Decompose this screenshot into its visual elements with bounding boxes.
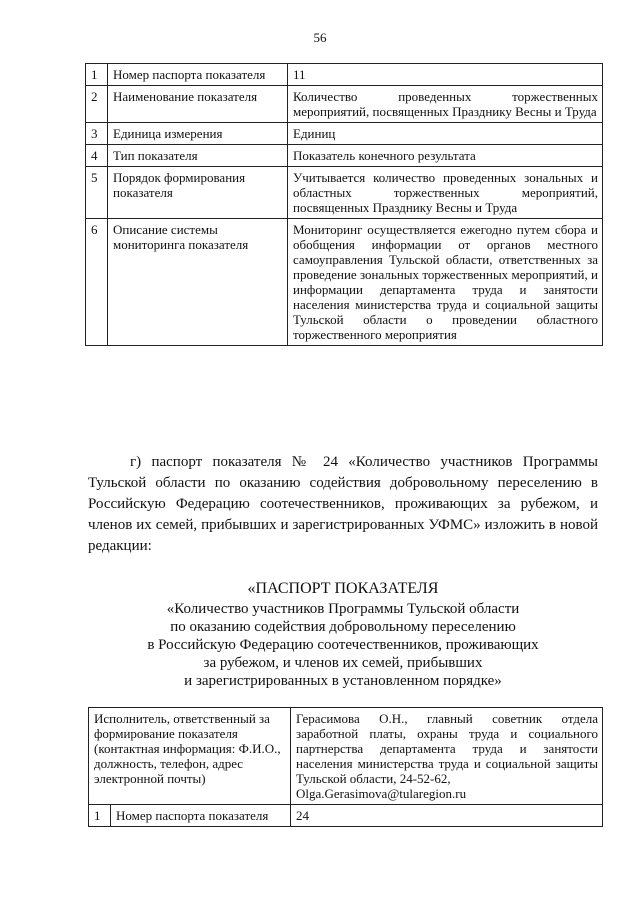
amendment-text: г) паспорт показателя № 24 «Количество участников Программы Тульской области по оказанию содействия добровольному переселению в Российскую Федерацию соотечественников, проживающих за рубежом, и членов их семей, прибывших и зарегистрированных УФМС» изложить в новой редакции: <box>88 454 598 554</box>
passport-subtitle-line: «Количество участников Программы Тульской области <box>166 601 520 617</box>
table-row <box>86 64 603 86</box>
executor-label-line: формирование показателя <box>94 726 238 741</box>
table-row <box>89 708 603 805</box>
indicator-passport-table-11 <box>85 63 603 346</box>
indicator-passport-table-24 <box>88 707 603 827</box>
row-value: 11 <box>288 64 603 86</box>
executor-email: Olga.Gerasimova@tularegion.ru <box>296 786 467 801</box>
passport-subtitle-line: в Российскую Федерацию соотечественников, проживающих <box>147 637 539 653</box>
row-label: Тип показателя <box>108 145 288 167</box>
table-row <box>86 167 603 219</box>
executor-contact-text: Герасимова О.Н., главный советник отдела заработной платы, охраны труда и социального партнерства департамента труда и занятости населения министерства труда и социальной защиты Тульской области, 24-52-62, <box>296 711 598 786</box>
passport-heading <box>88 580 598 690</box>
executor-label <box>89 708 291 805</box>
row-label: Номер паспорта показателя <box>108 64 288 86</box>
row-number: 1 <box>86 64 108 86</box>
table-row <box>89 805 603 827</box>
passport-subtitle-line: по оказанию содействия добровольному переселению <box>170 619 516 635</box>
row-number: 3 <box>86 123 108 145</box>
passport-subtitle-line: и зарегистрированных в установленном порядке» <box>184 673 502 689</box>
row-value: Учитывается количество проведенных зональных и областных торжественных мероприятий, посвященных Празднику Весны и Труда <box>288 167 603 219</box>
table-row <box>86 123 603 145</box>
table-row <box>86 86 603 123</box>
executor-label-line: должность, телефон, адрес <box>94 756 244 771</box>
row-value: Мониторинг осуществляется ежегодно путем сбора и обобщения информации от органов местного самоуправления Тульской области, ответственных за проведение зональных торжественных мероприятий, и информации департамента труда и занятости населения министерства труда и социальной защиты Тульской области о проведении областного торжественного мероприятия <box>288 219 603 346</box>
executor-value <box>291 708 603 805</box>
row-number: 4 <box>86 145 108 167</box>
executor-label-line: электронной почты) <box>94 771 206 786</box>
page-number: 56 <box>313 30 327 45</box>
row-value: Количество проведенных торжественных мероприятий, посвященных Празднику Весны и Труда <box>288 86 603 123</box>
passport-title: «ПАСПОРТ ПОКАЗАТЕЛЯ <box>247 580 439 597</box>
table-row <box>86 219 603 346</box>
row-value: Единиц <box>288 123 603 145</box>
row-number: 2 <box>86 86 108 123</box>
row-label: Порядок формирования показателя <box>108 167 288 219</box>
row-number: 6 <box>86 219 108 346</box>
row-number: 1 <box>89 805 111 827</box>
amendment-paragraph <box>88 452 598 557</box>
row-label: Описание системы мониторинга показателя <box>108 219 288 346</box>
row-label: Единица измерения <box>108 123 288 145</box>
executor-label-line: (контактная информация: Ф.И.О., <box>94 741 281 756</box>
passport-subtitle-line: за рубежом, и членов их семей, прибывших <box>203 655 483 671</box>
row-label: Номер паспорта показателя <box>111 805 291 827</box>
executor-label-line: Исполнитель, ответственный за <box>94 711 270 726</box>
row-value: 24 <box>291 805 603 827</box>
table-row <box>86 145 603 167</box>
row-value: Показатель конечного результата <box>288 145 603 167</box>
row-number: 5 <box>86 167 108 219</box>
row-label: Наименование показателя <box>108 86 288 123</box>
